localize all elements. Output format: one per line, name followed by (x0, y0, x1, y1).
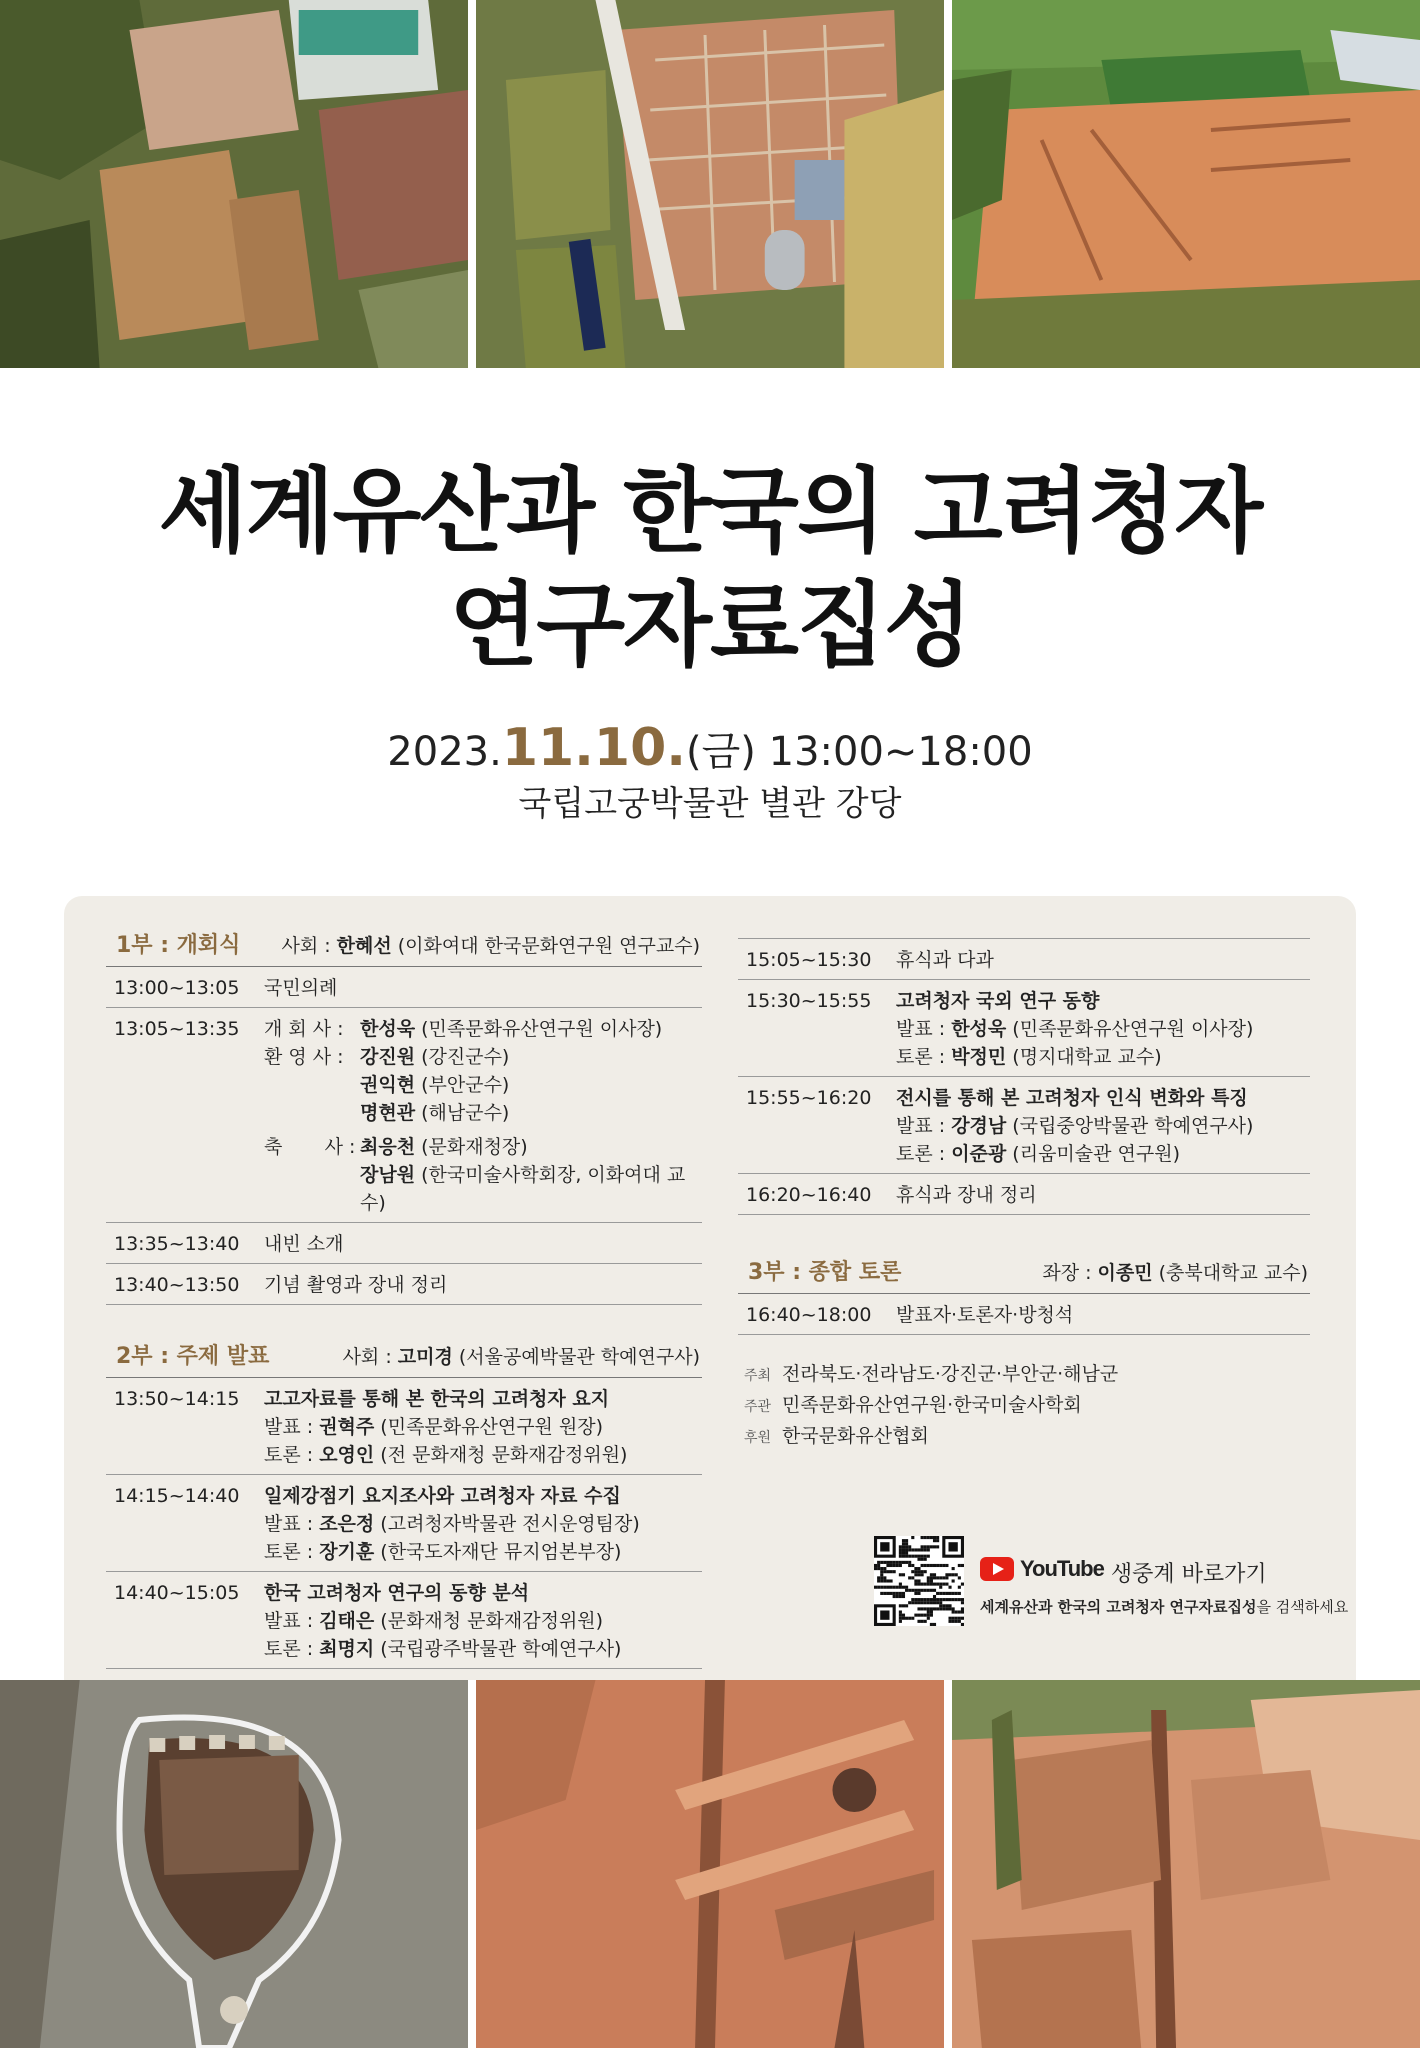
sponsor-orgs: 한국문화유산협회 (782, 1425, 929, 1447)
part2-header (106, 1339, 702, 1378)
youtube-live-link[interactable] (980, 1556, 1267, 1588)
organizers: 주최 전라북도·전라남도·강진군·부안군·해남군 주관 민족문화유산연구원·한국미술사학회 후원 한국문화유산협회 (744, 1363, 1119, 1447)
session-row: 14:40~15:05 한국 고려청자 연구의 동향 분석 발표 : 김태은 (문화재청 문화재감정위원) 토론 : 최명지 (국립광주박물관 학예연구사) (106, 1572, 702, 1669)
organizer-orgs: 민족문화유산연구원·한국미술사학회 (782, 1394, 1082, 1416)
youtube-play-icon (980, 1557, 1014, 1581)
part3-chair: 좌장 : 이종민 (충북대학교 교수) (1042, 1262, 1308, 1284)
aerial-photo-3 (952, 0, 1420, 368)
program-row: 13:00~13:05 국민의례 (106, 967, 702, 1008)
program-row: 16:40~18:00 발표자·토론자·방청석 (738, 1294, 1310, 1335)
session-row: 14:15~14:40 일제강점기 요지조사와 고려청자 자료 수집 발표 : 조은정 (고려청자박물관 전시운영팀장) 토론 : 장기훈 (한국도자재단 뮤지엄본부장) (106, 1475, 702, 1572)
event-datetime (0, 718, 1420, 778)
part2-title: 2부 : 주제 발표 (116, 1344, 270, 1369)
session-row: 13:50~14:15 고고자료를 통해 본 한국의 고려청자 요지 발표 : 권혁주 (민족문화유산연구원 원장) 토론 : 오영인 (전 문화재청 문화재감정위원) (106, 1378, 702, 1475)
top-photo-strip (0, 0, 1420, 368)
part3-title: 3부 : 종합 토론 (748, 1260, 902, 1285)
host-orgs: 전라북도·전라남도·강진군·부안군·해남군 (782, 1363, 1119, 1385)
program-row: 13:05~13:35 개 회 사 :한성욱 (민족문화유산연구원 이사장) 환 영 사 :강진원 (강진군수) 권익현 (부안군수) 명현관 (해남군수) 축 사 : 최응천 (문화재청장) 장남원 (한국미술사학회장, 이화여대 교수) (106, 1008, 702, 1223)
break-row: 15:05~15:30 휴식과 다과 (738, 939, 1310, 980)
date-highlight: 11.10. (501, 718, 687, 778)
session-row: 15:30~15:55 고려청자 국외 연구 동향 발표 : 한성욱 (민족문화유산연구원 이사장) 토론 : 박정민 (명지대학교 교수) (738, 980, 1310, 1077)
event-venue: 국립고궁박물관 별관 강당 (518, 784, 902, 824)
program-row: 13:40~13:50 기념 촬영과 장내 정리 (106, 1264, 702, 1305)
part1-host: 사회 : 한혜선 (이화여대 한국문화연구원 연구교수) (281, 935, 700, 957)
trench-photo-2 (952, 1680, 1420, 2048)
youtube-cta: 생중계 바로가기 (1103, 1562, 1267, 1587)
part1-header (106, 928, 702, 967)
qr-code[interactable] (874, 1536, 964, 1626)
date-day: (금) (686, 729, 756, 775)
program-right-column (738, 938, 1310, 1335)
youtube-search-hint: 세계유산과 한국의 고려청자 연구자료집성을 검색하세요 (980, 1598, 1349, 1616)
trench-photo-1 (476, 1680, 944, 2048)
youtube-logo: YouTube (1020, 1556, 1104, 1581)
date-year: 2023. (387, 729, 502, 775)
bottom-photo-strip (0, 1680, 1420, 2048)
event-time: 13:00~18:00 (768, 729, 1033, 775)
session-row: 15:55~16:20 전시를 통해 본 고려청자 인식 변화와 특징 발표 : 강경남 (국립중앙박물관 학예연구사) 토론 : 이준광 (리움미술관 연구원) (738, 1077, 1310, 1174)
break-row: 16:20~16:40 휴식과 장내 정리 (738, 1174, 1310, 1215)
kiln-pit-photo (0, 1680, 468, 2048)
event-title-line1: 세계유산과 한국의 고려청자 (158, 458, 1262, 565)
program-left-column (106, 928, 702, 1669)
event-title-line2: 연구자료집성 (449, 572, 971, 679)
part2-host: 사회 : 고미경 (서울공예박물관 학예연구사) (342, 1346, 700, 1368)
program-row: 13:35~13:40 내빈 소개 (106, 1223, 702, 1264)
part3-header (738, 1255, 1310, 1294)
aerial-photo-1 (0, 0, 468, 368)
part1-title: 1부 : 개회식 (116, 933, 241, 958)
aerial-photo-2 (476, 0, 944, 368)
